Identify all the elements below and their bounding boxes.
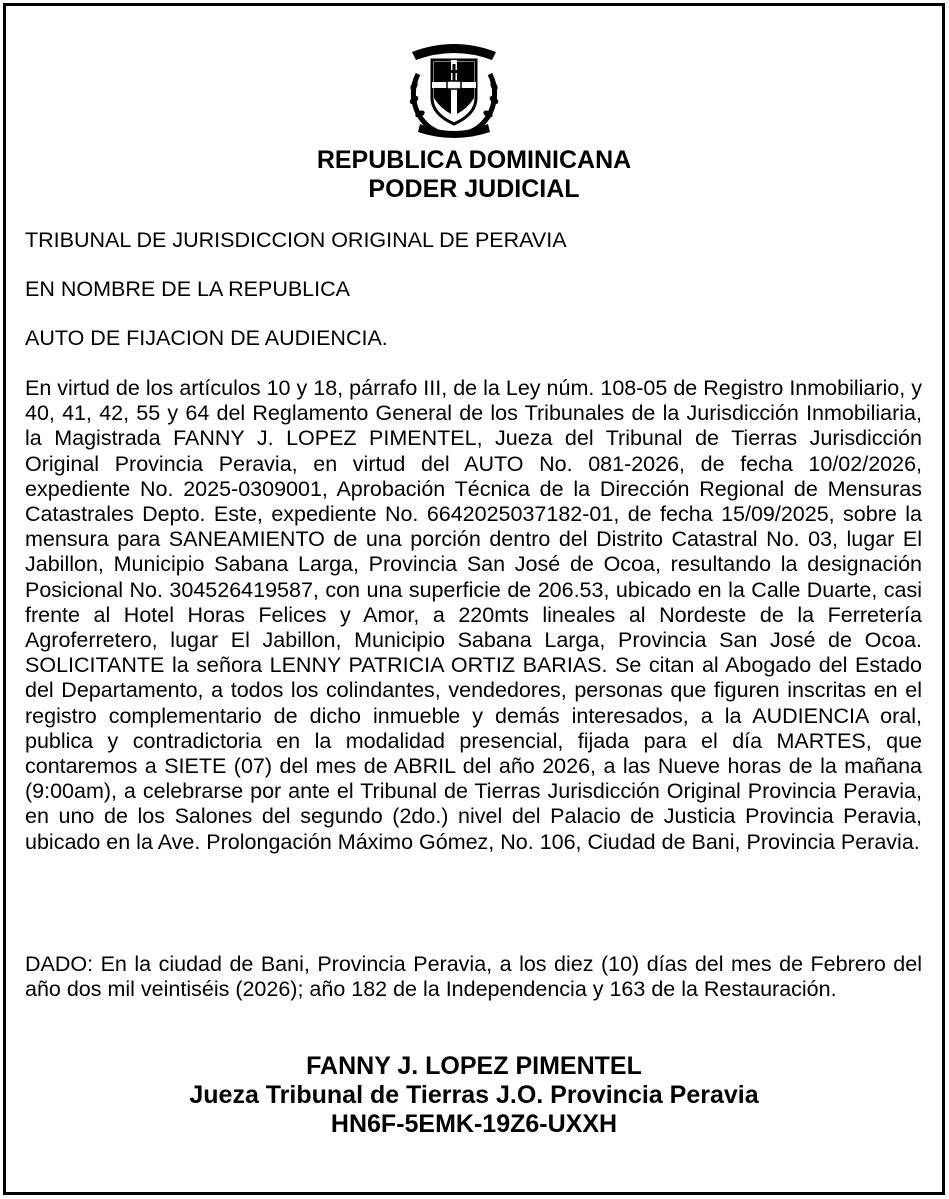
dominican-coat-of-arms-icon (404, 34, 504, 138)
branch-heading: PODER JUDICIAL (368, 175, 580, 203)
document-type: AUTO DE FIJACION DE AUDIENCIA. (25, 326, 388, 350)
given-paragraph: DADO: En la ciudad de Bani, Provincia Peravia, a los diez (10) días del mes de Febrero del año dos mil veintiséis (2026); año 182 de la Independencia y 163 de la Restauración. (25, 952, 922, 1002)
notice-frame (3, 3, 945, 1195)
signatory-title: Jueza Tribunal de Tierras J.O. Provincia Peravia (189, 1081, 759, 1109)
verification-code: HN6F-5EMK-19Z6-UXXH (330, 1110, 618, 1138)
country-heading: REPUBLICA DOMINICANA (316, 146, 632, 174)
invocation: EN NOMBRE DE LA REPUBLICA (25, 277, 350, 301)
body-paragraph: En virtud de los artículos 10 y 18, párrafo III, de la Ley núm. 108-05 de Registro Inmobiliario, y 40, 41, 42, 55 y 64 del Reglamento General de los Tribunales de la Jurisdicción Inmobiliaria, la Magistrada FANNY J. LOPEZ PIMENTEL, Jueza del Tribunal de Tierras Jurisdicción Original Provincia Peravia, en virtud del AUTO No. 081-2026, de fecha 10/02/2026, expediente No. 2025-0309001, Aprobación Técnica de la Dirección Regional de Mensuras Catastrales Depto. Este, expediente No. 6642025037182-01, de fecha 15/09/2025, sobre la mensura para SANEAMIENTO de una porción dentro del Distrito Catastral No. 03, lugar El Jabillon, Municipio Sabana Larga, Provincia San José de Ocoa, resultando la designación Posicional No. 304526419587, con una superficie de 206.53, ubicado en la Calle Duarte, casi frente al Hotel Horas Felices y Amor, a 220mts lineales al Nordeste de la Ferretería Agroferretero, lugar El Jabillon, Municipio Sabana Larga, Provincia San José de Ocoa. SOLICITANTE la señora LENNY PATRICIA ORTIZ BARIAS. Se citan al Abogado del Estado del Departamento, a todos los colindantes, vendedores, personas que figuren inscritas en el registro complementario de dicho inmueble y demás interesados, a la AUDIENCIA oral, publica y contradictoria en la modalidad presencial, fijada para el día MARTES, que contaremos a SIETE (07) del mes de ABRIL del año 2026, a las Nueve horas de la mañana (9:00am), a celebrarse por ante el Tribunal de Tierras Jurisdicción Original Provincia Peravia, en uno de los Salones del segundo (2do.) nivel del Palacio de Justicia Provincia Peravia, ubicado en la Ave. Prolongación Máximo Gómez, No. 106, Ciudad de Bani, Provincia Peravia. (25, 376, 922, 854)
signatory-name: FANNY J. LOPEZ PIMENTEL (306, 1052, 642, 1080)
court-name: TRIBUNAL DE JURISDICCION ORIGINAL DE PERAVIA (25, 228, 567, 252)
